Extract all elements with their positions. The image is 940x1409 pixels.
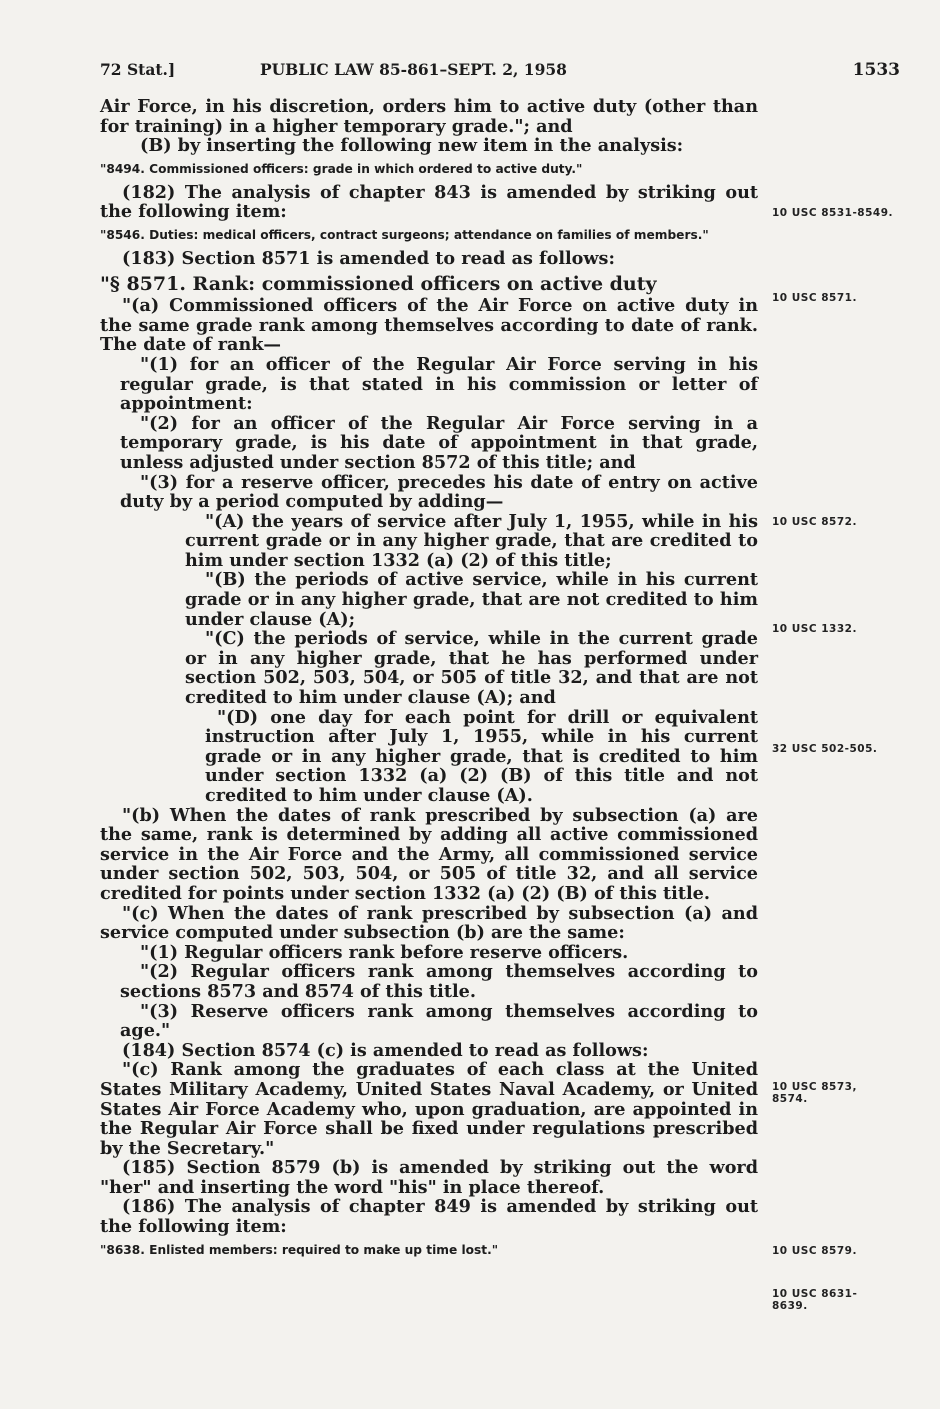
margin-note: 10 USC 8631-8639. bbox=[772, 1288, 858, 1312]
paragraph: (183) Section 8571 is amended to read as follows: bbox=[122, 247, 615, 269]
paragraph: "(B) the periods of active service, while in his current grade or in any higher grade, that are not credited to him under clause (A); bbox=[185, 569, 758, 630]
paragraph: "(3) Reserve officers rank among themselves according to age." bbox=[120, 1000, 758, 1042]
page-header bbox=[100, 60, 900, 86]
paragraph: (B) by inserting the following new item in the analysis: bbox=[140, 135, 684, 157]
margin-note: 10 USC 8531-8549. bbox=[772, 207, 894, 219]
margin-note: 10 USC 1332. bbox=[772, 623, 857, 635]
statute-reference: 72 Stat.] bbox=[100, 60, 176, 79]
page-number: 1533 bbox=[852, 60, 900, 80]
margin-note: 10 USC 8572. bbox=[772, 516, 857, 528]
paragraph: "(b) When the dates of rank prescribed by subsection (a) are the same, rank is determined by adding all active commissioned service in the Air Force and the Army, all commissioned service under section 502, 503, 504, or 505 of title 32, and all service credited for points under section 1332 (a) (2) (B) of this title. bbox=[100, 804, 758, 904]
paragraph: (185) Section 8579 (b) is amended by striking out the word "her" and inserting the word "his" in place thereof. bbox=[100, 1157, 758, 1198]
margin-note: 10 USC 8573, 8574. bbox=[772, 1081, 857, 1105]
margin-note: 32 USC 502-505. bbox=[772, 743, 878, 755]
paragraph: (182) The analysis of chapter 843 is amended by striking out the following item: bbox=[100, 181, 758, 223]
analysis-item: "8638. Enlisted members: required to make up time lost." bbox=[100, 1242, 499, 1257]
margin-note: 10 USC 8579. bbox=[772, 1245, 857, 1257]
analysis-item: "8494. Commissioned officers: grade in which ordered to active duty." bbox=[100, 161, 583, 176]
margin-note: 10 USC 8571. bbox=[772, 292, 857, 304]
page-body bbox=[100, 97, 758, 1264]
paragraph: "(C) the periods of service, while in the current grade or in any higher grade, that he has performed under section 502, 503, 504, or 505 of title 32, and that are not credited to him under clause (A); and bbox=[185, 628, 758, 709]
section-heading: "§ 8571. Rank: commissioned officers on active duty bbox=[100, 272, 657, 295]
paragraph: "(1) Regular officers rank before reserve officers. bbox=[140, 941, 629, 963]
paragraph: "(1) for an officer of the Regular Air Force serving in his regular grade, is that stated in his commission or letter of appointment: bbox=[120, 353, 758, 415]
paragraph: "(c) When the dates of rank prescribed by subsection (a) and service computed under subsection (b) are the same: bbox=[100, 902, 758, 944]
paragraph: "(2) for an officer of the Regular Air Force serving in a temporary grade, is his date of appointment in that grade, unless adjusted under section 8572 of this title; and bbox=[120, 412, 758, 473]
running-title: PUBLIC LAW 85-861–SEPT. 2, 1958 bbox=[260, 60, 567, 79]
analysis-item: "8546. Duties: medical officers, contract surgeons; attendance on families of members." bbox=[100, 227, 709, 242]
paragraph: Air Force, in his discretion, orders him to active duty (other than for training) in a higher temporary grade."; and bbox=[100, 96, 758, 137]
paragraph: "(D) one day for each point for drill or equivalent instruction after July 1, 1955, while in his current grade or in any higher grade, that is credited to him under section 1332 (a) (2) (B) of this title and not credited to him under clause (A). bbox=[205, 706, 758, 806]
paragraph: "(A) the years of service after July 1, 1955, while in his current grade or in any higher grade, that are credited to him under section 1332 (a) (2) of this title; bbox=[185, 510, 758, 571]
paragraph: (184) Section 8574 (c) is amended to read as follows: bbox=[122, 1039, 649, 1061]
paragraph: "(3) for a reserve officer, precedes his date of entry on active duty by a period computed by adding— bbox=[120, 471, 758, 513]
paragraph: "(c) Rank among the graduates of each class at the United States Military Academy, United States Naval Academy, or United States Air Force Academy who, upon graduation, are appointed in the Regular Air Force shall be fixed under regulations prescribed by the Secretary." bbox=[100, 1059, 758, 1159]
paragraph: (186) The analysis of chapter 849 is amended by striking out the following item: bbox=[100, 1196, 758, 1238]
paragraph: "(2) Regular officers rank among themselves according to sections 8573 and 8574 of this title. bbox=[120, 961, 758, 1002]
paragraph: "(a) Commissioned officers of the Air Force on active duty in the same grade rank among themselves according to date of rank. The date of rank— bbox=[100, 295, 758, 356]
